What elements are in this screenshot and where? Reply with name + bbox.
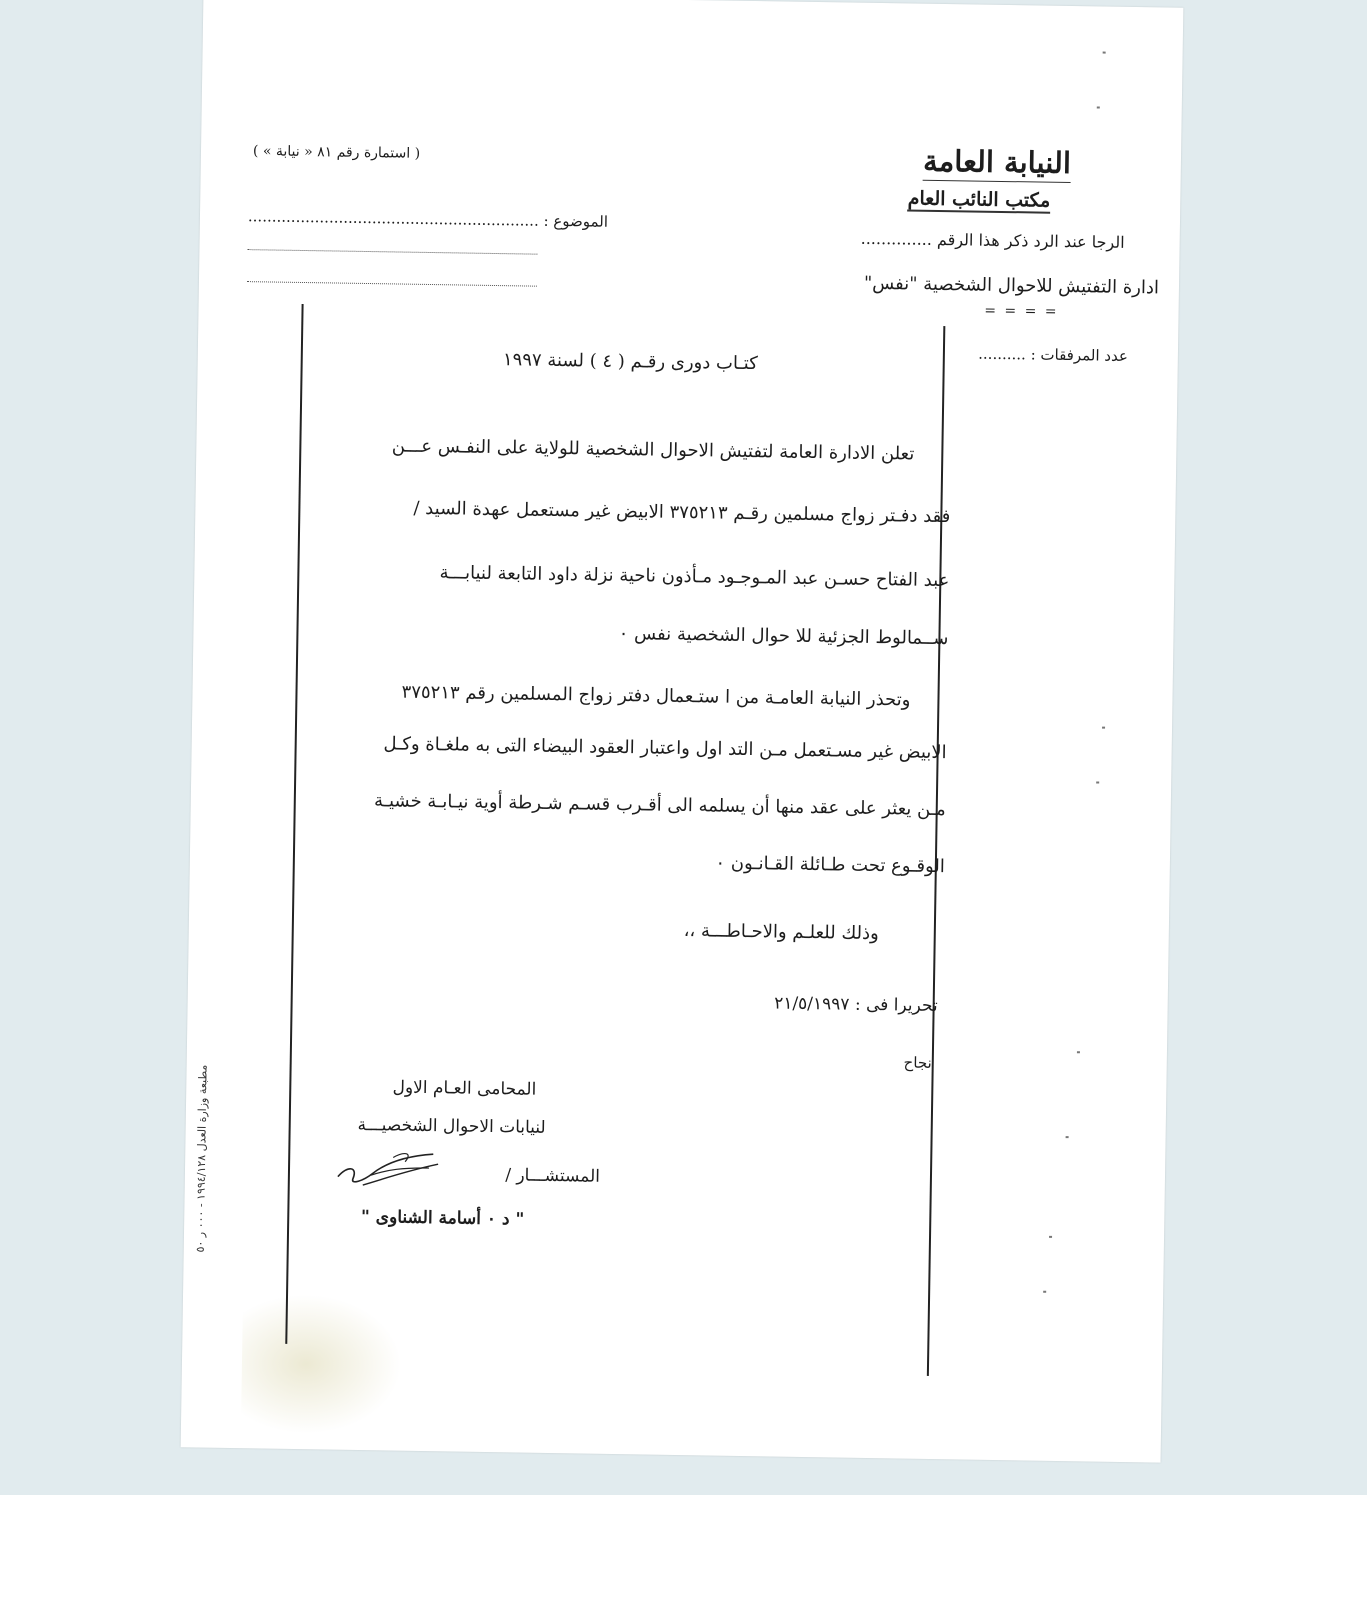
body-line: وذلك للعلـم والاحـاطـــة ،، — [683, 920, 879, 945]
scan-speck — [1077, 1051, 1080, 1053]
right-margin-line — [927, 326, 945, 1376]
scan-speck — [1102, 727, 1105, 729]
body-line: تعلن الادارة العامة لتفتيش الاحوال الشخصية للولاية على النفـس عـــن — [391, 435, 915, 465]
circular-title: كتـاب دورى رقـم ( ٤ ) لسنة ١٩٩٧ — [502, 349, 758, 375]
scan-speck — [1043, 1291, 1046, 1293]
typist-initials: نجاح — [903, 1053, 932, 1072]
authority-title: النيابة العامة — [923, 144, 1071, 183]
department-name: ادارة التفتيش للاحوال الشخصية "نفس" — [863, 272, 1160, 299]
reply-note: الرجا عند الرد ذكر هذا الرقم .............. — [860, 228, 1125, 252]
signatory-department: لنيابات الاحوال الشخصيـــة — [357, 1114, 546, 1138]
scan-speck — [1066, 1136, 1069, 1138]
signatory-name: " د ٠ أسامة الشناوى " — [360, 1207, 525, 1230]
signatory-title: المحامى العـام الاول — [392, 1077, 537, 1100]
handwritten-signature — [333, 1145, 444, 1197]
body-line: ســمالوط الجزئية للا حوال الشخصية نفس ٠ — [618, 622, 949, 650]
issue-date: تحريرا فى : ٢١/٥/١٩٩٧ — [773, 993, 938, 1017]
body-line: فقد دفـتر زواج مسلمين رقـم ٣٧٥٢١٣ الابيض غير مستعمل عهدة السيد / — [413, 497, 951, 528]
body-line: مـن يعثر على عقد منها أن يسلمه الى أقـرب قسـم شـرطة أوية نيـابـة خشيـة — [373, 790, 946, 821]
paper-stain — [241, 1293, 403, 1435]
counselor-label: المستشـــار / — [505, 1165, 601, 1187]
header-separator: = = = = — [984, 302, 1059, 320]
body-line: عبد الفتاح حسـن عبد المـوجـود مـأذون ناحية نزلة داود التابعة لنيابـــة — [439, 562, 950, 592]
body-line: الوقـوع تحت طـائلة القـانـون ٠ — [715, 852, 946, 878]
body-line: وتحذر النيابة العامـة من ا ستـعمال دفتر زواج المسلمين رقم ٣٧٥٢١٣ — [401, 681, 911, 711]
subject-dotted-line — [247, 249, 537, 255]
attachments-count: عدد المرفقات : .......... — [978, 344, 1129, 365]
subject-label: الموضوع : ............................................................. — [247, 207, 609, 231]
left-margin-line — [285, 304, 303, 1344]
document-page — [181, 0, 1184, 1463]
scan-speck — [1097, 106, 1100, 108]
body-line: الابيض غير مسـتعمل مـن التد اول واعتبار العقود البيضاء التى به ملغـاة وكـل — [383, 733, 947, 764]
printer-note: مطبعة وزارة العدل ١٩٩٤/١٢٨ - ٠٠٠ ر ٥٠ — [193, 1064, 210, 1253]
subject-dotted-line — [247, 281, 537, 287]
scan-speck — [1049, 1236, 1052, 1238]
scan-speck — [1103, 52, 1106, 54]
scan-speck — [1096, 782, 1099, 784]
office-name: مكتب النائب العام — [907, 187, 1051, 212]
form-number: ( استمارة رقم ٨١ « نيابة » ) — [252, 143, 421, 162]
